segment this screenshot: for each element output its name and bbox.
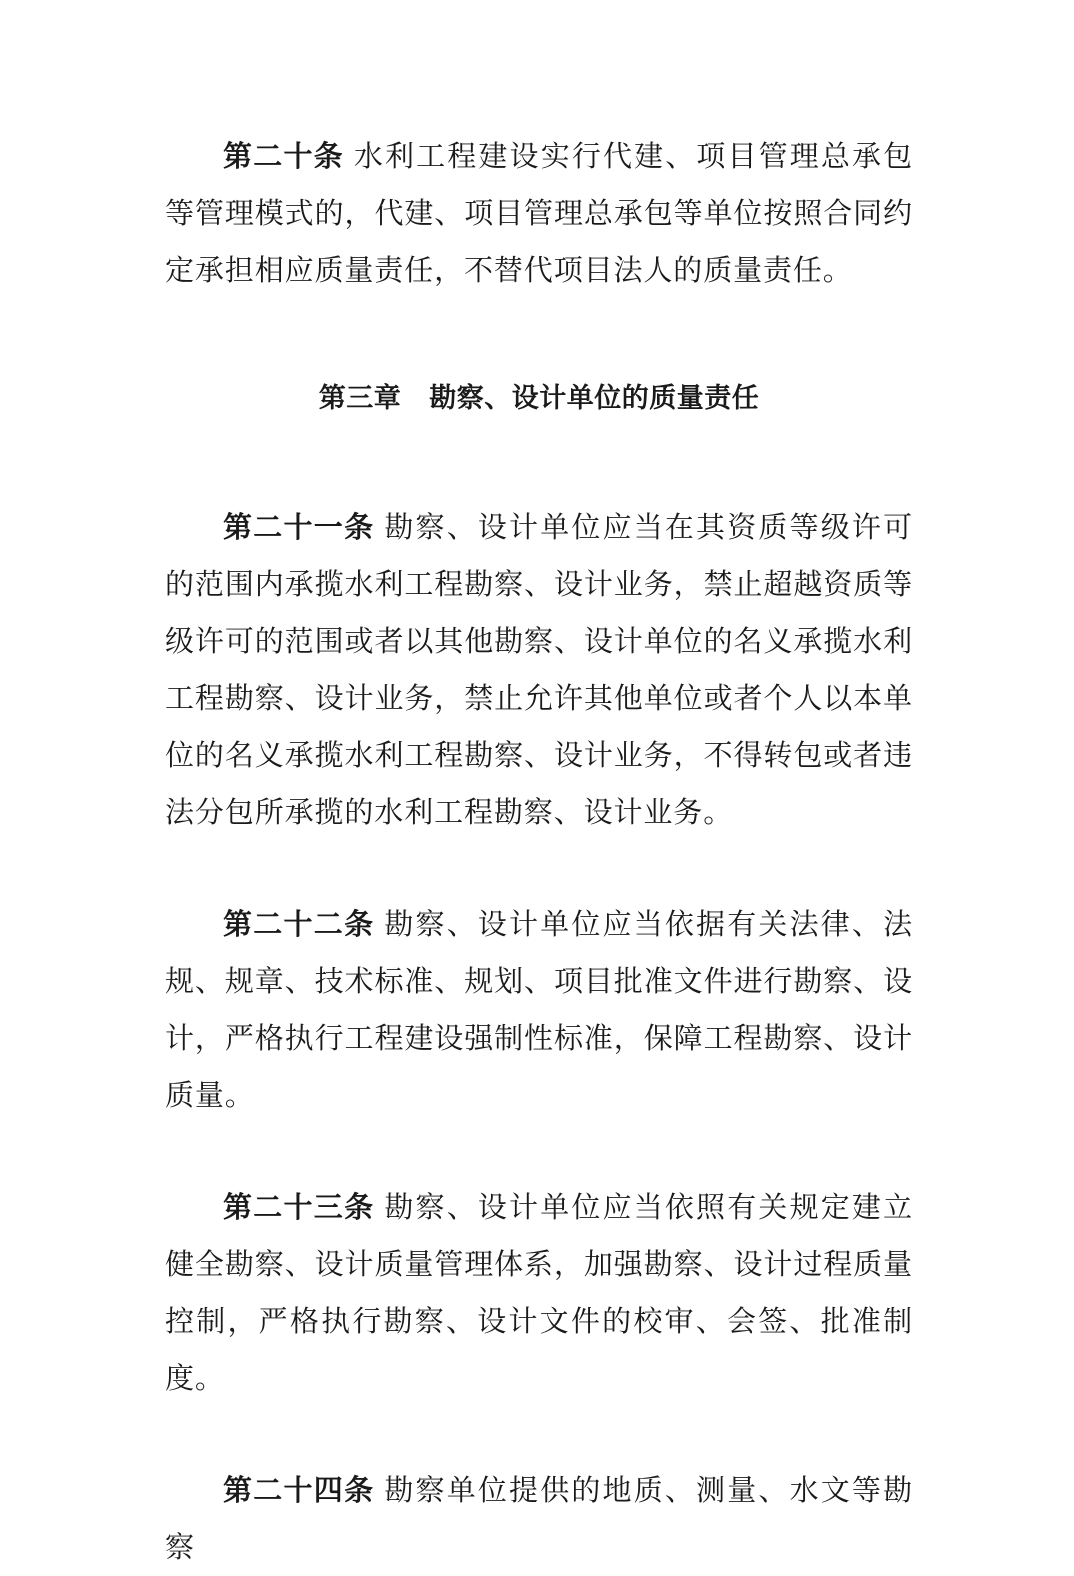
article-number: 第二十三条	[223, 1190, 375, 1224]
article-21	[165, 499, 913, 841]
article-text: 勘察、设计单位应当依照有关规定建立健全勘察、设计质量管理体系，加强勘察、设计过程质量控制，严格执行勘察、设计文件的校审、会签、批准制度。	[165, 1190, 913, 1395]
article-23	[165, 1179, 913, 1407]
article-24	[165, 1462, 913, 1576]
article-text: 勘察、设计单位应当依据有关法律、法规、规章、技术标准、规划、项目批准文件进行勘察、设计，严格执行工程建设强制性标准，保障工程勘察、设计质量。	[165, 907, 913, 1112]
article-text: 水利工程建设实行代建、项目管理总承包等管理模式的，代建、项目管理总承包等单位按照合同约定承担相应质量责任，不替代项目法人的质量责任。	[165, 139, 913, 287]
article-number: 第二十条	[223, 139, 344, 173]
chapter-number: 第三章	[318, 383, 402, 414]
article-text: 勘察、设计单位应当在其资质等级许可的范围内承揽水利工程勘察、设计业务，禁止超越资质等级许可的范围或者以其他勘察、设计单位的名义承揽水利工程勘察、设计业务，禁止允许其他单位或者个人以本单位的名义承揽水利工程勘察、设计业务，不得转包或者违法分包所承揽的水利工程勘察、设计业务。	[165, 510, 913, 829]
article-number: 第二十四条	[223, 1473, 375, 1507]
document-page	[165, 128, 913, 1576]
article-22	[165, 896, 913, 1124]
chapter-heading	[165, 370, 913, 427]
article-number: 第二十一条	[223, 510, 375, 544]
article-20	[165, 128, 913, 299]
article-number: 第二十二条	[223, 907, 375, 941]
chapter-title: 勘察、设计单位的质量责任	[429, 383, 760, 414]
article-text: 勘察单位提供的地质、测量、水文等勘察	[165, 1473, 913, 1564]
